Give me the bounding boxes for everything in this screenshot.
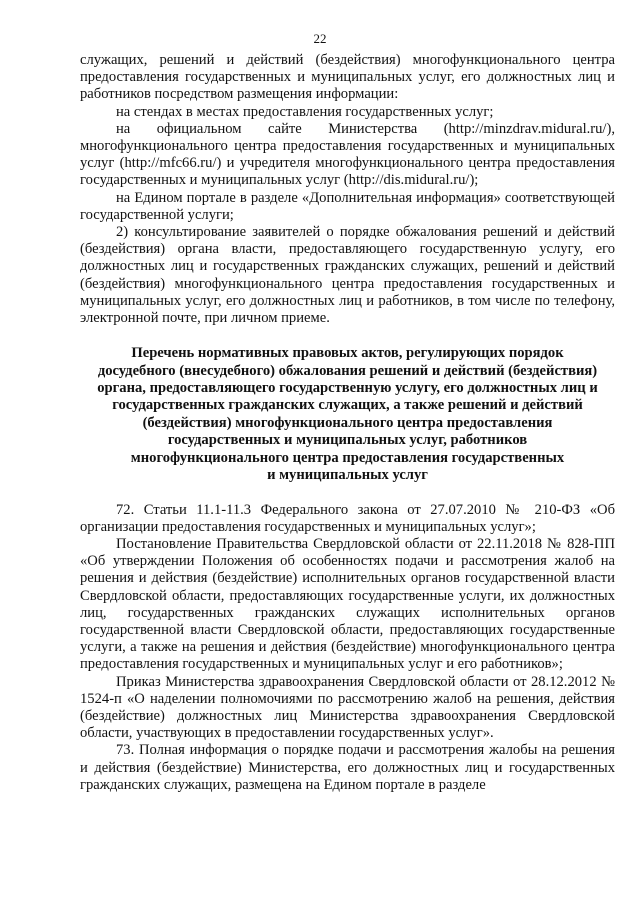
paragraph-ministry-order: Приказ Министерства здравоохранения Свердловской области от 28.12.2012 № 1524-п «О наделении полномочиями по рассмотрению жалоб на решения, действия (бездействие) должностных лиц Министерства здравоохранения Свердловской области, участвующих в предоставлении государственных услуг». — [80, 673, 615, 742]
heading-line: государственных гражданских служащих, а также решений и действий — [112, 397, 583, 414]
section-heading — [80, 345, 615, 484]
page-number: 22 — [313, 31, 327, 46]
paragraph-consulting: 2) консультирование заявителей о порядке обжалования решений и действий (бездействия) органа власти, предоставляющего государственную услугу, его должностных лиц и государственных гражданских служащих, решений и действий (бездействия) многофункционального центра предоставления государственных и муниципальных услуг, его должностных лиц и работников, в том числе по телефону, электронной почте, при личном приеме. — [80, 224, 615, 327]
heading-line: Перечень нормативных правовых актов, регулирующих порядок — [131, 345, 564, 362]
page-body — [80, 52, 615, 794]
heading-line: (бездействия) многофункционального центра предоставления — [142, 414, 553, 431]
heading-line: и муниципальных услуг — [267, 467, 428, 484]
heading-line: многофункционального центра предоставления государственных — [130, 449, 565, 466]
heading-line: досудебного (внесудебного) обжалования решений и действий (бездействия) — [97, 362, 598, 379]
paragraph-official-sites: на официальном сайте Министерства (http://minzdrav.midural.ru/), многофункционального центра предоставления государственных и муниципальных услуг (http://mfc66.ru/) и учредителя многофункционального центра предоставления государственных и муниципальных услуг (http://dis.midural.ru/); — [80, 120, 615, 189]
paragraph-continuation: служащих, решений и действий (бездействия) многофункционального центра предоставления государственных и муниципальных услуг, его должностных лиц и работников посредством размещения информации: — [80, 52, 615, 103]
paragraph-72: 72. Статьи 11.1-11.3 Федерального закона от 27.07.2010 № 210-ФЗ «Об организации предоставления государственных и муниципальных услуг»; — [80, 501, 615, 535]
paragraph-unified-portal: на Едином портале в разделе «Дополнительная информация» соответствующей государственной услуги; — [80, 189, 615, 223]
paragraph-73: 73. Полная информация о порядке подачи и рассмотрения жалобы на решения и действия (бездействие) Министерства, его должностных лиц и государственных гражданских служащих, размещена на Едином портале в разделе — [80, 742, 615, 793]
paragraph-stands: на стендах в местах предоставления государственных услуг; — [116, 103, 494, 120]
heading-line: органа, предоставляющего государственную услугу, его должностных лиц и — [97, 380, 598, 397]
heading-line: государственных и муниципальных услуг, работников — [167, 432, 528, 449]
paragraph-government-resolution: Постановление Правительства Свердловской области от 22.11.2018 № 828-ПП «Об утверждении Положения об особенностях подачи и рассмотрения жалоб на решения и действия (бездействие) исполнительных органов государственной власти Свердловской области, предоставляющих государственные услуги, их должностных лиц, государственных гражданских служащих исполнительных органов государственной власти Свердловской области, предоставляющих государственные услуги, а также на решения и действия (бездействие) многофункционального центра предоставления государственных и муниципальных услуг и его работников»; — [80, 535, 615, 673]
